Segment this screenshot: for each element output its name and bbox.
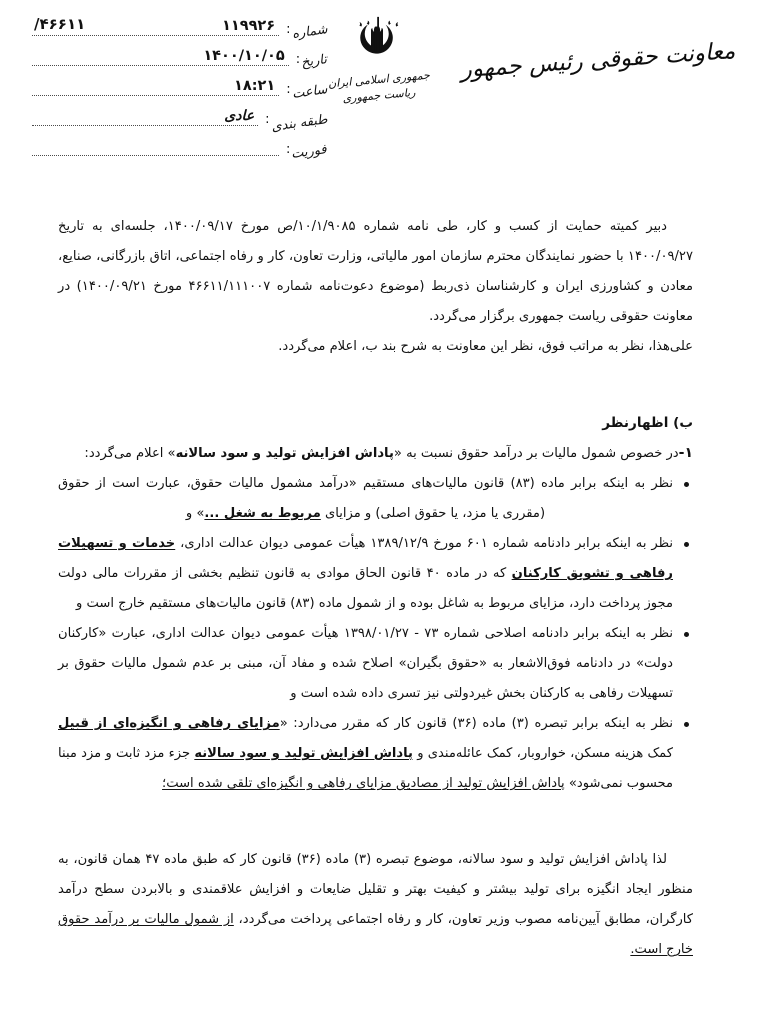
bullet-1-part2: » و xyxy=(185,506,205,521)
meta-row-number xyxy=(28,15,328,48)
bullet-2-underline: خدمات و تسهیلات رفاهی و تشویق کارکنان xyxy=(58,536,673,581)
meta-label-number: شماره xyxy=(290,22,328,42)
meta-colon: : xyxy=(295,52,301,67)
opinion-bullet-list xyxy=(58,469,693,799)
organization-name-line1: جمهوری اسلامی ایران xyxy=(327,68,430,91)
document-body xyxy=(0,182,757,965)
meta-colon: : xyxy=(265,112,270,127)
opinion-item-1 xyxy=(58,438,693,469)
bullet-2-part2: که در ماده ۴۰ قانون الحاق موادی به قانون تنظیم بخشی از مقررات مالی دولت مجوز پرداخت دارد، مزایای مربوط به شاغل بوده و از شمول ماده (۸۳) قانون مالیات‌های مستقیم خارج است و xyxy=(58,566,673,611)
item-1-text-before: در خصوص شمول مالیات بر درآمد حقوق نسبت به « xyxy=(393,446,679,461)
item-1-text-after: » اعلام می‌گردد: xyxy=(84,446,176,461)
meta-value-time: ۱۸:۲۱ xyxy=(234,78,276,94)
meta-colon: : xyxy=(286,142,291,157)
bullet-4-part3: جزء مزد ثابت و مزد مبنا محسوب نمی‌شود» xyxy=(58,746,673,791)
item-number: ۱- xyxy=(678,445,693,461)
meta-rule xyxy=(32,108,258,126)
meta-label-urgency: فوریت xyxy=(290,142,328,162)
letterhead xyxy=(0,0,757,182)
organization-name-line2: ریاست جمهوری xyxy=(341,85,416,105)
meta-rule xyxy=(32,15,279,36)
meta-value-date: ۱۴۰۰/۱۰/۰۵ xyxy=(203,48,285,64)
meta-row-date xyxy=(28,48,328,78)
bullet-labour-law-36 xyxy=(58,709,693,799)
meta-label-classification: طبقه بندی xyxy=(269,112,328,135)
meta-value-classification: عادی xyxy=(224,108,255,124)
bullet-4-underline-tail: پاداش افزایش تولید از مصادیق مزایای رفاهی و انگیزه‌ای تلقی شده است؛ xyxy=(162,776,565,791)
spacer xyxy=(58,362,693,408)
bullet-1-underline: مربوط به شغل ... xyxy=(204,506,321,521)
conclusion-underline: از شمول مالیات بر درآمد حقوق خارج است. xyxy=(58,912,693,957)
meta-row-classification xyxy=(28,108,328,138)
intro-closing-line: علی‌هذا، نظر به مراتب فوق، نظر این معاونت به شرح بند ب، اعلام می‌گردد. xyxy=(278,339,693,354)
meta-rule xyxy=(32,138,279,156)
meta-colon: : xyxy=(286,82,291,97)
meta-value-number-prefix: ۴۶۶۱۱/ xyxy=(34,15,86,33)
bullet-2-part1: نظر به اینکه برابر دادنامه شماره ۶۰۱ مورخ ۱۳۸۹/۱۲/۹ هیأت عمومی دیوان عدالت اداری، xyxy=(175,536,673,551)
meta-label-time: ساعت xyxy=(290,82,328,102)
bullet-4-underline-1: مزایای رفاهی و انگیزه‌ای از قبیل xyxy=(58,716,280,731)
section-heading-opinion: ب) اظهارنظر xyxy=(602,415,693,431)
bullet-ruling-73 xyxy=(58,619,693,709)
bullet-4-part2: کمک هزینه مسکن، خواروبار، کمک عائله‌مندی و xyxy=(412,746,673,761)
conclusion-part1: لذا پاداش افزایش تولید و سود سالانه، موضوع تبصره (۳) ماده (۳۶) قانون کار که طبق ماده ۴۷ همان قانون، به منظور ایجاد انگیزه برای تولید بیشتر و کیفیت بهتر و تقلیل ضایعات و افزایش علاقمندی و بالابردن سطح درآمد کارگران، مطابق آیین‌نامه مصوب وزیر تعاون، کار و رفاه اجتماعی پرداخت می‌گردد، xyxy=(58,852,693,927)
meta-colon: : xyxy=(286,22,291,37)
meta-rule xyxy=(32,78,279,96)
conclusion-paragraph xyxy=(58,845,693,965)
bullet-ruling-601 xyxy=(58,529,693,619)
spacer xyxy=(58,799,693,845)
meta-rule xyxy=(32,48,289,66)
bullet-3-text: نظر به اینکه برابر دادنامه اصلاحی شماره ۷۳ - ۱۳۹۸/۰۱/۲۷ هیأت عمومی دیوان عدالت اداری، عبارت «کارکنان دولت» در دادنامه فوق‌الاشعار به «حقوق بگیران» اصلاح شده و مفاد آن، مبنی بر عدم شمول مالیات حقوق بر تسهیلات رفاهی به کارکنان بخش غیردولتی نیز تسری داده شده است و xyxy=(58,626,673,701)
header-meta-fields xyxy=(28,15,328,168)
meta-row-urgency xyxy=(28,138,328,168)
bullet-4-underline-2: پاداش افزایش تولید و سود سالانه xyxy=(194,746,413,761)
bullet-1-part1: نظر به اینکه برابر ماده (۸۳) قانون مالیات‌های مستقیم «درآمد مشمول مالیات حقوق، عبارت است از حقوق (مقرری یا مزد، یا حقوق اصلی) و مزایای xyxy=(58,476,673,521)
spacer xyxy=(58,182,693,212)
bullet-article-83 xyxy=(58,469,693,529)
meta-value-number: ۱۱۹۹۲۶ xyxy=(222,18,276,34)
intro-paragraph: دبیر کمیته حمایت از کسب و کار، طی نامه شماره ۱۰/۱/۹۰۸۵/ص مورخ ۱۴۰۰/۰۹/۱۷، جلسه‌ای به تاریخ ۱۴۰۰/۰۹/۲۷ با حضور نمایندگان محترم سازمان امور مالیاتی، وزارت تعاون، کار و رفاه اجتماعی، اتاق بازرگانی، صنایع، معادن و کشاورزی ایران و کارشناسان ذی‌ربط (موضوع دعوت‌نامه شماره ۴۶۶۱۱/۱۱۱۰۰۷ مورخ ۱۴۰۰/۰۹/۲۱) در معاونت حقوقی ریاست جمهوری برگزار می‌گردد. xyxy=(58,219,693,324)
item-1-emphasis: پاداش افزایش تولید و سود سالانه xyxy=(175,446,394,461)
meta-row-time xyxy=(28,78,328,108)
bullet-4-part1: نظر به اینکه برابر تبصره (۳) ماده (۳۶) قانون کار که مقرر می‌دارد: « xyxy=(279,716,673,731)
department-title: معاونت حقوقی رئیس جمهور xyxy=(459,38,736,84)
meta-label-date: تاریخ xyxy=(300,52,328,71)
